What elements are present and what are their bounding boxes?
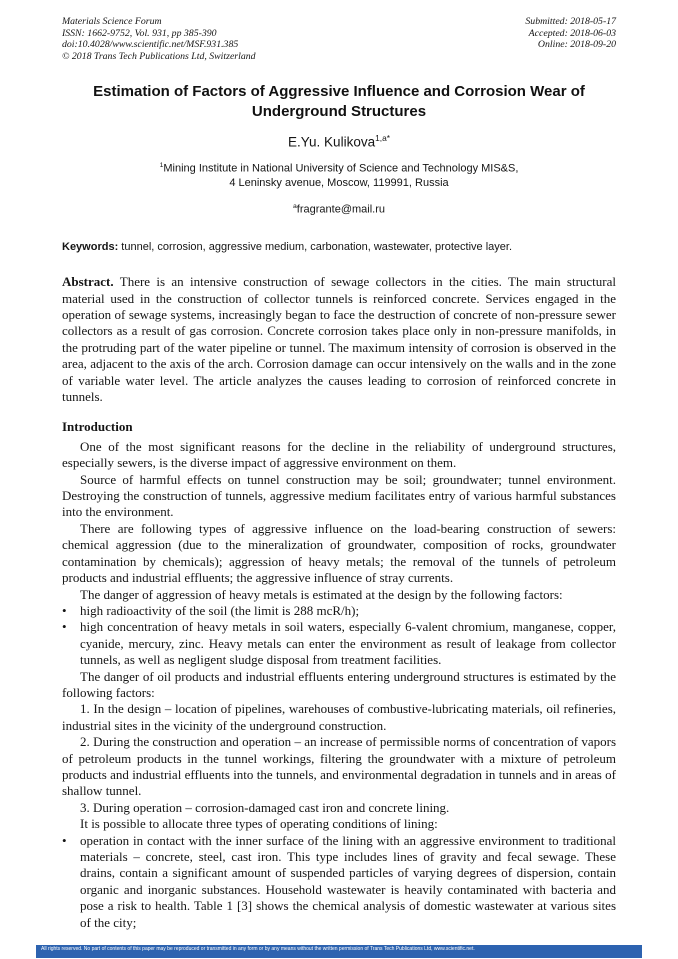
bullet-icon: • bbox=[62, 619, 67, 635]
journal-copyright-line: © 2018 Trans Tech Publications Ltd, Switzerland bbox=[62, 50, 256, 62]
intro-paragraph-3: There are following types of aggressive influence on the load-bearing construction of sewers: chemical aggression (due to the mineralization of groundwater, composition of rocks, groundwater contamination by chemicals); aggression of heavy metals; the removal of the tunnels of petroleum products and industrial effluents; the aggressive influence of stray currents. bbox=[62, 520, 616, 586]
bullet-item-operation-contact bbox=[62, 833, 616, 931]
journal-info-block bbox=[62, 16, 256, 62]
intro-paragraph-4: The danger of aggression of heavy metals is estimated at the design by the following factors: bbox=[80, 586, 563, 602]
affiliation-superscript: 1 bbox=[159, 161, 164, 169]
paper-title: Estimation of Factors of Aggressive Influence and Corrosion Wear of Underground Structures bbox=[93, 83, 585, 120]
journal-doi-line: doi:10.4028/www.scientific.net/MSF.931.385 bbox=[62, 39, 239, 51]
abstract-label: Abstract. bbox=[62, 274, 114, 290]
accepted-date: Accepted: 2018-06-03 bbox=[528, 27, 616, 39]
keywords-text: tunnel, corrosion, aggressive medium, carbonation, wastewater, protective layer. bbox=[118, 241, 513, 254]
journal-header bbox=[62, 16, 616, 62]
bullet-text-heavy-metals: high concentration of heavy metals in soil waters, especially 6-valent chromium, manganese, copper, cyanide, mercury, zinc. Heavy metals can enter the environment as result of leakage from collector tunnels, as well as negligent sludge disposal from treatment facilities. bbox=[80, 619, 616, 668]
bullet-item-heavy-metals bbox=[62, 619, 616, 668]
intro-paragraph-6: It is possible to allocate three types of operating conditions of lining: bbox=[80, 816, 438, 832]
bullet-text-operation-contact: operation in contact with the inner surface of the lining with an aggressive environment to traditional materials – concrete, steel, cast iron. This type includes lines of gravity and fecal sewage. These drains, contain a significant amount of suspended particles of varying degrees of dispersion, contain organic and inorganic substances. Household wastewater is heavily contaminated with bacteria and pose a risk to health. Table 1 [3] shows the chemical analysis of domestic wastewater at various sites of the city; bbox=[80, 832, 616, 930]
keywords-label: Keywords: bbox=[62, 241, 119, 254]
affiliation-line-1 bbox=[62, 159, 616, 176]
intro-paragraph-1: One of the most significant reasons for the decline in the reliability of underground structures, especially sewers, is the diverse impact of aggressive environment on them. bbox=[62, 438, 616, 471]
keywords-line bbox=[62, 240, 616, 254]
author-email-line bbox=[62, 200, 616, 217]
intro-paragraph-2: Source of harmful effects on tunnel construction may be soil; groundwater; tunnel environment. Destroying the construction of tunnels, aggressive medium facilitates entry of various harmful substances into the environment. bbox=[62, 471, 616, 520]
bullet-item-radioactivity bbox=[62, 603, 616, 619]
intro-numbered-item-3: 3. During operation – corrosion-damaged cast iron and concrete lining. bbox=[80, 799, 450, 815]
bullet-icon: • bbox=[62, 602, 67, 618]
footer-license-bar bbox=[36, 945, 642, 958]
abstract-paragraph bbox=[62, 274, 616, 405]
intro-numbered-item-1: 1. In the design – location of pipelines, warehouses of combustive-lubricating materials, oil refineries, industrial sites in the vicinity of the underground construction. bbox=[62, 701, 616, 733]
intro-numbered-item-2: 2. During the construction and operation – an increase of permissible norms of concentration of vapors of petroleum products in the tunnel workings, filtering the groundwater with a mixture of petroleum products and industrial effluents into the tunnels, and environmental degradation in tunnels and in areas of shallow tunnel. bbox=[62, 734, 616, 799]
affiliation-line-2: 4 Leninsky avenue, Moscow, 119991, Russia bbox=[229, 176, 449, 189]
author-affiliation-marker: 1,a* bbox=[375, 133, 390, 144]
journal-name: Materials Science Forum bbox=[62, 16, 162, 27]
online-date: Online: 2018-09-20 bbox=[537, 39, 616, 51]
bullet-icon: • bbox=[62, 832, 67, 848]
submitted-date: Submitted: 2018-05-17 bbox=[525, 16, 616, 27]
email-address: fragrante@mail.ru bbox=[296, 203, 385, 216]
author-line bbox=[62, 130, 616, 151]
affiliation-text-1: Mining Institute in National University of Science and Technology MIS&S, bbox=[163, 162, 519, 175]
intro-paragraph-5: The danger of oil products and industrial effluents entering underground structures is estimated by the following factors: bbox=[62, 668, 616, 700]
submission-dates-block bbox=[525, 16, 616, 62]
footer-license-text: All rights reserved. No part of contents of this paper may be reproduced or transmitted in any form or by any means without the written permission of Trans Tech Publications Ltd, www.scientific.net. bbox=[41, 946, 475, 952]
section-heading-introduction: Introduction bbox=[62, 419, 133, 435]
affiliation-block bbox=[62, 159, 616, 190]
abstract-text: There is an intensive construction of sewage collectors in the cities. The main structural material used in the construction of collector tunnels is reinforced concrete. Services engaged in the operation of sewage systems, increasingly began to face the destruction of concrete of non-pressure sewer collectors as a result of gas corrosion. Concrete corrosion takes place only in non-pressure manifolds, in the protruding part of the water pipeline or tunnel. The maximum intensity of corrosion is observed in the area, adjacent to the axis of the arch. Corrosion damage can occur intensively on the walls and in the zone of variable water level. The article analyzes the causes leading to corrosion of reinforced concrete in tunnels. bbox=[62, 274, 616, 405]
email-superscript: a bbox=[293, 202, 297, 210]
bullet-text-radioactivity: high radioactivity of the soil (the limit is 288 mcR/h); bbox=[80, 602, 360, 618]
journal-issn-line: ISSN: 1662-9752, Vol. 931, pp 385-390 bbox=[62, 27, 217, 39]
author-name: E.Yu. Kulikova bbox=[288, 134, 376, 150]
